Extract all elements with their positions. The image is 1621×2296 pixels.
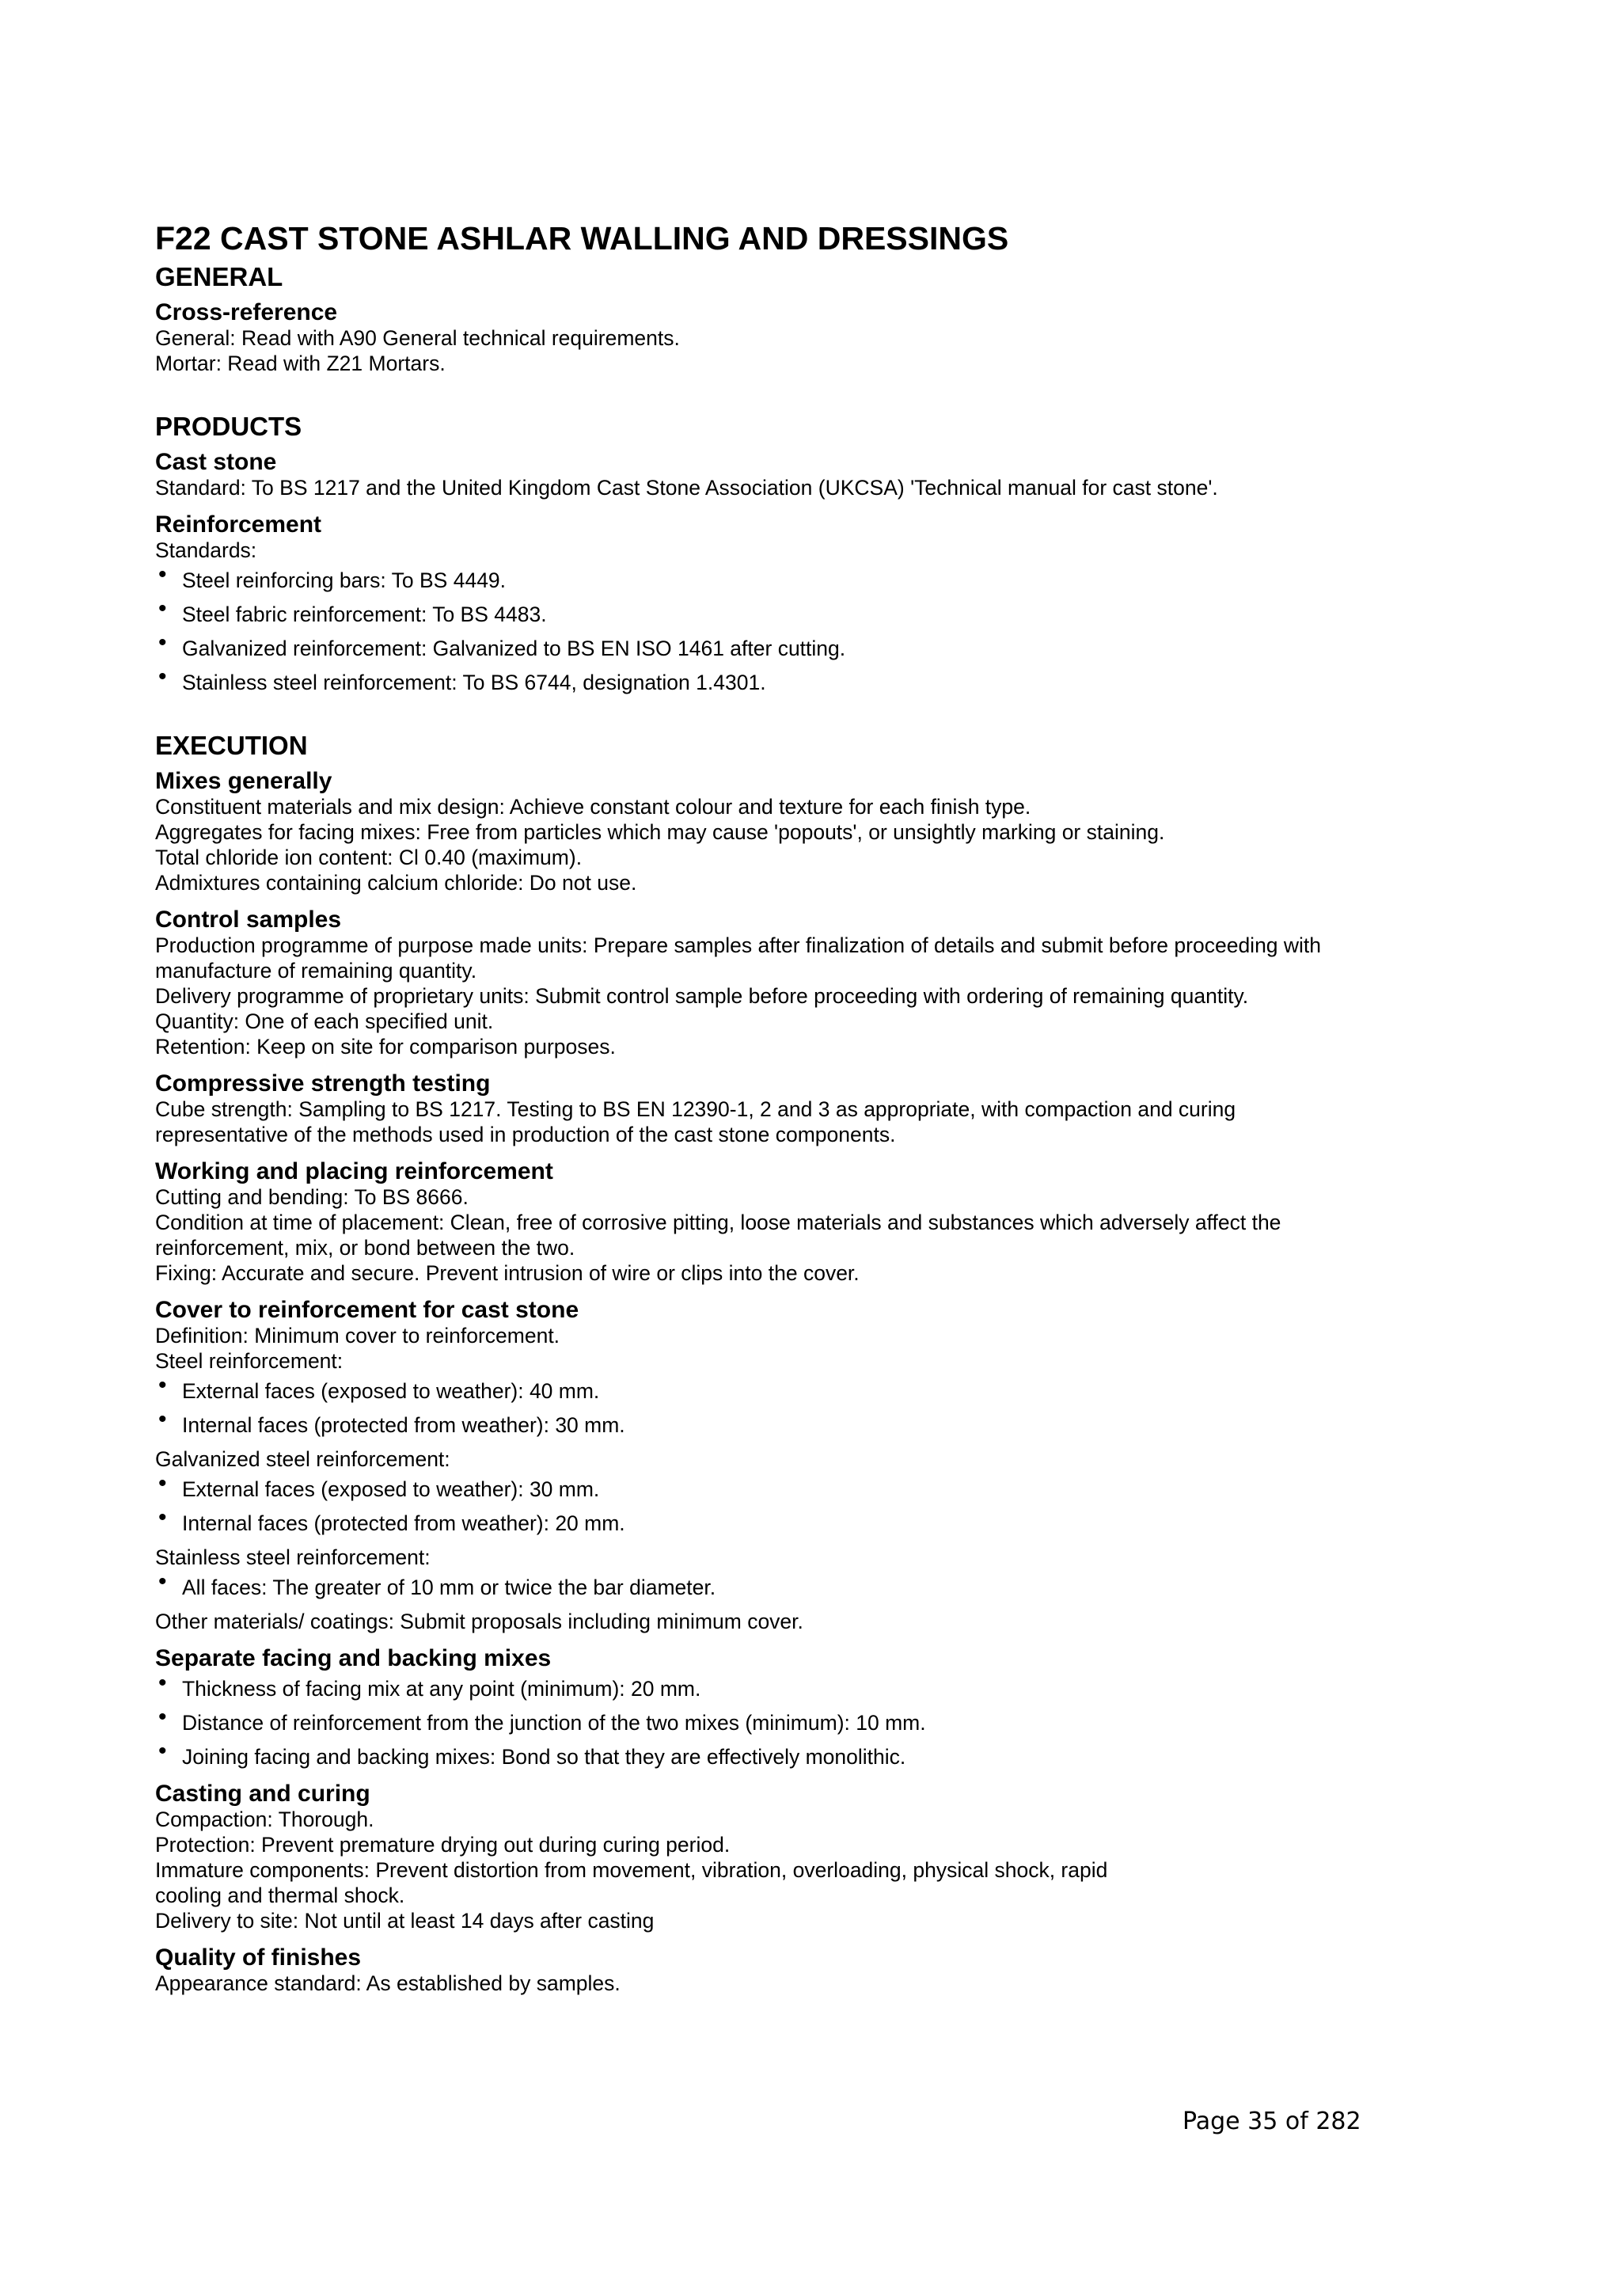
bullet-list [155, 1372, 1390, 1438]
bullet-item [155, 595, 1390, 627]
bullet-text: Thickness of facing mix at any point (minimum): 20 mm. [182, 1677, 701, 1701]
clause [155, 768, 1390, 895]
bullet-item [155, 663, 1390, 695]
clause-text: General: Read with A90 General technical requirements. [155, 326, 680, 350]
bullet-text: Stainless steel reinforcement: To BS 6744, designation 1.4301. [182, 671, 766, 694]
clause-text: Condition at time of placement: Clean, free of corrosive pitting, loose materials and substances which adversely affect the reinforcement, mix, or bond between the two. [155, 1211, 1281, 1260]
clause-text: Retention: Keep on site for comparison purposes. [155, 1035, 616, 1059]
bullet-item [155, 1372, 1390, 1404]
bullet-text: Internal faces (protected from weather): 30 mm. [182, 1413, 625, 1437]
bullet-text: Steel reinforcing bars: To BS 4449. [182, 568, 507, 592]
bullet-text: Galvanized reinforcement: Galvanized to BS EN ISO 1461 after cutting. [182, 637, 846, 660]
clause-title: Cast stone [155, 449, 277, 475]
section-title: EXECUTION [155, 731, 308, 760]
clause-text: Delivery programme of proprietary units: Submit control sample before proceeding with ordering of remaining quantity. [155, 984, 1249, 1008]
clause-title: Mixes generally [155, 768, 332, 794]
clause [155, 1070, 1390, 1147]
bullet-icon: • [158, 595, 167, 622]
bullet-icon: • [158, 1704, 167, 1730]
bullet-item [155, 1670, 1390, 1701]
bullet-item [155, 561, 1390, 593]
document-title: F22 CAST STONE ASHLAR WALLING AND DRESSINGS [155, 220, 1009, 257]
clause-text: Cube strength: Sampling to BS 1217. Testing to BS EN 12390-1, 2 and 3 as appropriate, with compaction and curing representative of the methods used in production of the cast stone components. [155, 1097, 1236, 1146]
bullet-icon: • [158, 1738, 167, 1764]
section-title: GENERAL [155, 262, 283, 291]
bullet-icon: • [158, 1372, 167, 1398]
clause-text: Compaction: Thorough. [155, 1808, 374, 1831]
clause [155, 1781, 1390, 1933]
bullet-item [155, 1504, 1390, 1536]
clause-title: Compressive strength testing [155, 1070, 491, 1097]
clause-text: Production programme of purpose made units: Prepare samples after finalization of details and submit before proceeding with manufacture of remaining quantity. [155, 933, 1322, 983]
bullet-text: External faces (exposed to weather): 40 mm. [182, 1379, 600, 1403]
bullet-text: Distance of reinforcement from the junction of the two mixes (minimum): 10 mm. [182, 1711, 926, 1735]
clause-text: Stainless steel reinforcement: [155, 1545, 431, 1569]
clause-text: Aggregates for facing mixes: Free from particles which may cause 'popouts', or unsightly marking or staining. [155, 820, 1165, 844]
clause-text: Immature components: Prevent distortion from movement, vibration, overloading, physical shock, rapid cooling and thermal shock. [155, 1858, 1108, 1907]
clause-text: Protection: Prevent premature drying out during curing period. [155, 1833, 731, 1857]
clause-text: Delivery to site: Not until at least 14 days after casting [155, 1909, 655, 1933]
bullet-list [155, 1470, 1390, 1536]
bullet-text: Internal faces (protected from weather): 20 mm. [182, 1511, 625, 1535]
clause-title: Cover to reinforcement for cast stone [155, 1297, 579, 1323]
bullet-icon: • [158, 1504, 167, 1530]
clause-title: Working and placing reinforcement [155, 1158, 553, 1184]
section-execution [155, 730, 1390, 1996]
clause-text: Constituent materials and mix design: Achieve constant colour and texture for each finish type. [155, 795, 1031, 819]
bullet-icon: • [158, 561, 167, 587]
bullet-icon: • [158, 663, 167, 690]
bullet-list [155, 1568, 1390, 1600]
clause-text: Steel reinforcement: [155, 1349, 344, 1373]
clause-text: Quantity: One of each specified unit. [155, 1009, 494, 1033]
document-page [155, 219, 1390, 1996]
clause [155, 511, 1390, 695]
section-products [155, 411, 1390, 695]
bullet-text: Joining facing and backing mixes: Bond so that they are effectively monolithic. [182, 1745, 906, 1769]
clause-text: Total chloride ion content: Cl 0.40 (maximum). [155, 846, 583, 869]
section-general [155, 261, 1390, 376]
document-body [155, 261, 1390, 1996]
bullet-text: Steel fabric reinforcement: To BS 4483. [182, 603, 547, 626]
clause-text: Fixing: Accurate and secure. Prevent intrusion of wire or clips into the cover. [155, 1261, 860, 1285]
bullet-item [155, 1738, 1390, 1770]
clause-title: Casting and curing [155, 1781, 370, 1807]
bullet-icon: • [158, 1406, 167, 1432]
clause-text: Galvanized steel reinforcement: [155, 1447, 450, 1471]
bullet-icon: • [158, 1670, 167, 1696]
clause-title: Reinforcement [155, 511, 322, 538]
bullet-icon: • [158, 1568, 167, 1595]
bullet-list [155, 561, 1390, 695]
bullet-item [155, 1406, 1390, 1438]
clause-text: Other materials/ coatings: Submit proposals including minimum cover. [155, 1610, 803, 1633]
bullet-text: All faces: The greater of 10 mm or twice the bar diameter. [182, 1576, 716, 1599]
clause [155, 1645, 1390, 1770]
clause [155, 1297, 1390, 1634]
clause [155, 907, 1390, 1059]
clause-title: Control samples [155, 907, 342, 933]
clause-text: Standards: [155, 538, 257, 562]
clause-title: Quality of finishes [155, 1944, 362, 1971]
clause [155, 1944, 1390, 1996]
clause-text: Standard: To BS 1217 and the United Kingdom Cast Stone Association (UKCSA) 'Technical manual for cast stone'. [155, 476, 1218, 500]
bullet-item [155, 1704, 1390, 1735]
clause-text: Cutting and bending: To BS 8666. [155, 1185, 469, 1209]
bullet-item [155, 1470, 1390, 1502]
clause [155, 1158, 1390, 1286]
bullet-icon: • [158, 629, 167, 656]
bullet-text: External faces (exposed to weather): 30 mm. [182, 1477, 600, 1501]
bullet-item [155, 629, 1390, 661]
bullet-icon: • [158, 1470, 167, 1496]
clause [155, 299, 1390, 376]
clause [155, 449, 1390, 500]
clause-text: Appearance standard: As established by samples. [155, 1971, 621, 1995]
clause-text: Mortar: Read with Z21 Mortars. [155, 352, 446, 375]
page-number: Page 35 of 282 [1183, 2108, 1361, 2135]
clause-text: Admixtures containing calcium chloride: Do not use. [155, 871, 637, 895]
clause-title: Separate facing and backing mixes [155, 1645, 552, 1671]
clause-text: Definition: Minimum cover to reinforcement. [155, 1324, 560, 1348]
bullet-item [155, 1568, 1390, 1600]
section-title: PRODUCTS [155, 412, 302, 441]
bullet-list [155, 1670, 1390, 1770]
clause-title: Cross-reference [155, 299, 338, 325]
